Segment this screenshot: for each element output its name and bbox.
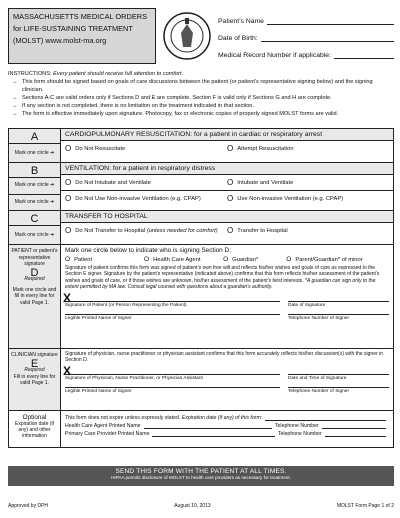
instructions	[8, 70, 394, 118]
state-seal-icon	[160, 8, 214, 64]
option-label: Do Not Transfer to Hospital	[75, 227, 146, 234]
radio-circle-icon[interactable]: O	[65, 144, 72, 153]
section-e	[9, 349, 393, 411]
instruction-text: This form should be signed based on goals of care discussions between the patient (or patient’s representative signing below) and the signing clinician.	[22, 79, 373, 93]
option-label: Transfer to Hospital	[237, 227, 288, 234]
form-title-line1: MASSACHUSETTS MEDICAL ORDERS	[13, 12, 148, 21]
radio-circle-icon[interactable]: O	[65, 256, 71, 263]
page-footer	[8, 503, 394, 509]
option-do-not-resuscitate[interactable]	[65, 144, 227, 153]
hca-name-field[interactable]	[144, 423, 272, 429]
instruction-item	[8, 94, 394, 102]
instruction-text: Sections A-C are valid orders only if Sections D and E are complete. Section F is valid only if Sections G and H are complete.	[22, 95, 332, 101]
section-d-title: Mark one circle below to indicate who is signing Section D:	[65, 247, 231, 254]
banner-main: SEND THIS FORM WITH THE PATIENT AT ALL TIMES.	[115, 468, 287, 475]
section-c-letter: C	[30, 213, 39, 225]
section-a-letter: A	[30, 131, 39, 143]
section-a	[9, 129, 393, 163]
optional-sub: Expiration date (if any) and other information	[15, 421, 54, 439]
field-label: Legible Printed Name of Signer	[65, 315, 132, 321]
radio-circle-icon[interactable]: O	[227, 226, 234, 235]
section-e-required: Required	[24, 367, 45, 373]
option-attempt-resuscitation[interactable]	[227, 144, 389, 153]
section-b	[9, 163, 393, 211]
field-label: Date and Time of Signature	[288, 375, 347, 381]
field-label: Date of Signature	[288, 302, 326, 308]
radio-circle-icon[interactable]: O	[227, 144, 234, 153]
sign-here-x: X	[63, 290, 72, 305]
patient-signer-name-field[interactable]	[65, 314, 280, 321]
footer-approved: Approved by DPH	[8, 503, 49, 509]
patient-info-fields	[218, 8, 394, 64]
banner-sub: HIPAA permits disclosure of MOLST to health care providers as necessary for treatment.	[111, 475, 291, 480]
arrow-icon: →	[12, 95, 18, 101]
option-label: Intubate and Ventilate	[237, 179, 294, 186]
section-d	[9, 245, 393, 349]
radio-circle-icon[interactable]: O	[286, 256, 292, 263]
radio-circle-icon[interactable]: O	[227, 194, 234, 203]
section-b-letter: B	[30, 165, 39, 177]
instructions-lead: INSTRUCTIONS:	[8, 71, 54, 77]
arrow-icon: →	[12, 111, 18, 117]
optional-title: Optional	[22, 414, 47, 421]
optional-line1: This form does not expire unless expressly stated.	[65, 415, 181, 421]
form-title-line3: (MOLST) www.molst-ma.org	[13, 36, 107, 45]
clinician-signature-field[interactable]	[63, 363, 280, 381]
signer-guardian[interactable]	[223, 256, 286, 263]
radio-circle-icon[interactable]: O	[65, 194, 72, 203]
option-do-not-transfer[interactable]	[65, 226, 227, 235]
form-title-line2: for LIFE-SUSTAINING TREATMENT	[13, 24, 133, 33]
option-label: Use Non-invasive Ventilation (e.g. CPAP)	[237, 195, 344, 202]
patient-name-field[interactable]	[267, 17, 394, 25]
option-no-niv[interactable]	[65, 194, 227, 203]
hca-name-label: Health Care Agent Printed Name	[65, 423, 141, 429]
clinician-signature-date-field[interactable]	[288, 374, 389, 381]
section-d-note: *A guardian can sign only to the extent permitted by MA law. Consult legal counsel with questions about a guardian’s authority.	[65, 277, 376, 291]
section-d-letter: D	[30, 266, 39, 279]
footer-page: MOLST Form Page 1 of 2	[336, 503, 394, 509]
option-label: Attempt Resuscitation	[237, 145, 294, 152]
field-label: Legible Printed Name of Signer	[65, 388, 132, 394]
section-e-text: Signature of physician, nurse practitioner or physician assistant confirms that this form accurately reflects his/her discussion(s) with the signer in Section D.	[65, 351, 383, 364]
section-e-label: CLINICIAN signature	[11, 352, 58, 358]
dob-label: Date of Birth:	[218, 35, 258, 42]
instruction-item	[8, 102, 394, 110]
patient-signature-date-field[interactable]	[288, 301, 389, 308]
field-label: Telephone Number of Signer	[288, 315, 350, 321]
field-label: Telephone Number of Signer	[288, 388, 350, 394]
instruction-item	[8, 78, 394, 94]
expiration-label: Expiration date (if any) of this form:	[181, 415, 263, 421]
form-title-box	[8, 8, 156, 64]
option-label: Parent/Guardian* of minor	[295, 256, 363, 263]
section-a-mark-hint: Mark one circle ➔	[9, 143, 60, 162]
option-transfer[interactable]	[227, 226, 389, 235]
section-b-mark-hint: Mark one circle ➔	[9, 177, 60, 194]
radio-circle-icon[interactable]: O	[65, 178, 72, 187]
mrn-field[interactable]	[334, 51, 394, 59]
field-label: Signature of Patient (or Person Representing the Patient)	[65, 302, 187, 308]
arrow-icon: →	[12, 79, 18, 85]
instructions-lead-italic: Every patient should receive full attention to comfort.	[53, 71, 184, 77]
section-d-body: Signature of patient confirms this form was signed of patient’s own free will and reflects his/her wishes and goals of care as expressed to the Section E signer. Signature by the patient’s representative (indicated above) confirms that this form reflects his/her assessment of the patient’s wishes and goals of care, or if those wishes are unknown, his/her assessment of the patient’s best interests.	[65, 265, 380, 284]
section-d-text	[65, 265, 389, 291]
patient-name-label: Patient’s Name	[218, 18, 264, 25]
hca-phone-field[interactable]	[322, 423, 386, 429]
orders-form	[8, 128, 394, 448]
section-b-title: VENTILATION: for a patient in respiratory distress	[61, 163, 393, 175]
radio-circle-icon[interactable]: O	[223, 256, 229, 263]
send-with-patient-banner	[8, 466, 394, 486]
pcp-phone-label: Telephone Number	[277, 431, 322, 437]
clinician-phone-field[interactable]	[288, 387, 389, 394]
option-use-niv[interactable]	[227, 194, 389, 203]
hca-phone-label: Telephone Number	[274, 423, 319, 429]
field-label: Signature of Physician, Nurse Practitioner, or Physician Assistant	[65, 375, 203, 381]
pcp-name-label: Primary Care Provider Printed Name	[65, 431, 150, 437]
section-c-title: TRANSFER TO HOSPITAL	[61, 211, 393, 223]
section-e-letter: E	[30, 357, 39, 370]
instruction-item	[8, 110, 394, 118]
section-d-label: PATIENT or patient’s representative signature	[11, 248, 58, 267]
section-a-title: CARDIOPULMONARY RESUSCITATION: for a patient in cardiac or respiratory arrest	[61, 129, 393, 141]
option-label: Patient	[74, 256, 93, 263]
signer-health-care-agent[interactable]	[144, 256, 223, 263]
mrn-label: Medical Record Number if applicable:	[218, 52, 331, 59]
expiration-date-field[interactable]	[265, 415, 386, 421]
patient-signature-field[interactable]	[63, 290, 280, 308]
signer-patient[interactable]	[65, 256, 144, 263]
instruction-text: If any section is not completed, there is no limitation on the treatment indicated in that section.	[22, 103, 254, 109]
option-label: Health Care Agent	[153, 256, 201, 263]
signer-parent-guardian[interactable]	[286, 256, 389, 263]
option-label: Guardian*	[232, 256, 259, 263]
section-b-mark-hint-2: Mark one circle ➔	[9, 194, 60, 211]
section-e-mark-hint: Fill in every line for valid Page 1.	[13, 373, 56, 386]
footer-date: August 10, 2013	[174, 503, 211, 509]
sign-here-x: X	[63, 363, 72, 378]
radio-circle-icon[interactable]: O	[227, 178, 234, 187]
arrow-icon: →	[12, 103, 18, 109]
patient-signer-phone-field[interactable]	[288, 314, 389, 321]
option-label: Do Not Intubate and Ventilate	[75, 179, 151, 186]
section-c-mark-hint: Mark one circle ➔	[9, 225, 60, 244]
section-d-required: Required	[24, 276, 45, 282]
radio-circle-icon[interactable]: O	[65, 226, 72, 235]
option-label: Do Not Resuscitate	[75, 145, 126, 152]
option-do-not-intubate[interactable]	[65, 178, 227, 187]
section-c	[9, 211, 393, 245]
section-optional	[9, 411, 393, 447]
pcp-name-field[interactable]	[152, 431, 274, 437]
option-intubate[interactable]	[227, 178, 389, 187]
option-label: Do Not Use Non-invasive Ventilation (e.g. CPAP)	[75, 195, 201, 202]
clinician-name-field[interactable]	[65, 387, 280, 394]
instruction-text: The form is effective immediately upon signature. Photocopy, fax or electronic copies of properly signed MOLST forms are valid.	[22, 111, 339, 117]
radio-circle-icon[interactable]: O	[144, 256, 150, 263]
dob-field[interactable]	[261, 34, 394, 42]
option-note: (unless needed for comfort)	[146, 227, 218, 234]
section-d-mark-hint: Mark one circle and fill in every line for valid Page 1.	[12, 286, 57, 306]
pcp-phone-field[interactable]	[325, 431, 386, 437]
